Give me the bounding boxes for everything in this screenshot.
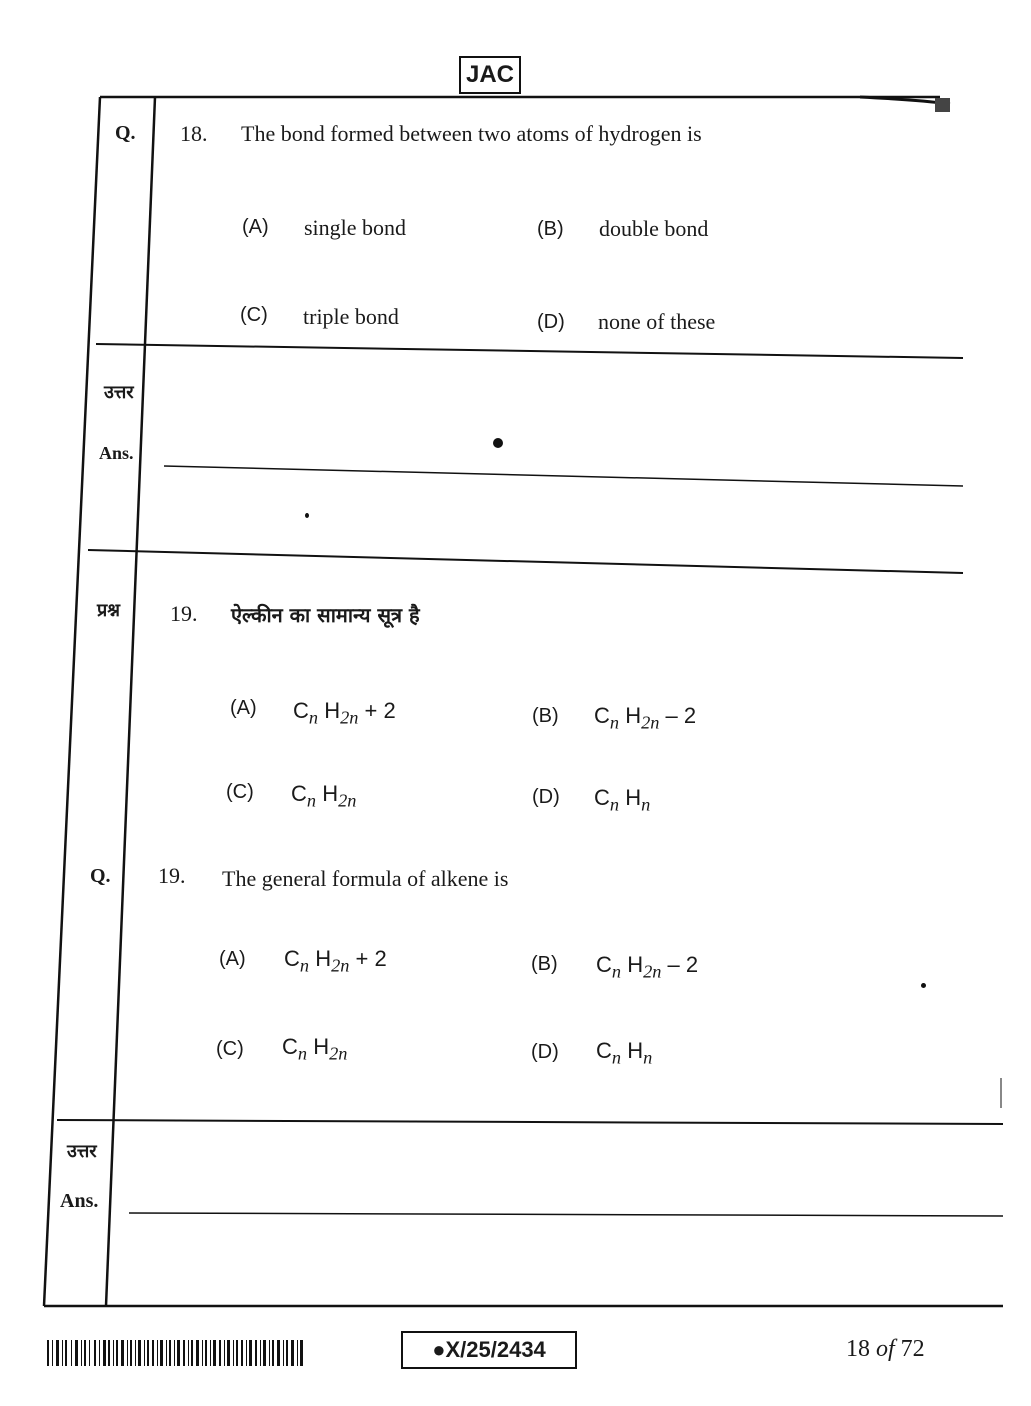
header-code-box: JAC [459, 56, 521, 94]
q19-hindi-option-d-formula: $C_n$ $H_n$ [594, 785, 651, 815]
q18-option-c-text: triple bond [303, 304, 399, 329]
q19-hindi-label: प्रश्न [97, 600, 120, 621]
q18-option-b-letter: (B) [537, 218, 564, 240]
page-number [846, 1336, 925, 1363]
page-of-word: of [876, 1336, 895, 1362]
q19-hindi-option-a-formula: $C_n$ $H_{2n} + 2$ [293, 698, 396, 728]
q19-hindi-option-b-letter: (B) [532, 705, 559, 727]
q19-hindi-option-a-letter: (A) [230, 697, 257, 719]
ink-dot [493, 438, 503, 448]
q19-english-number: 19. [158, 863, 186, 888]
page-total: 72 [900, 1336, 925, 1362]
q18-option-b-text: double bond [599, 216, 709, 241]
q19-hindi-text: ऐल्कीन का सामान्य सूत्र है [231, 603, 420, 627]
q19-english-option-a-letter: (A) [219, 948, 246, 970]
q19-english-option-d-letter: (D) [531, 1041, 559, 1063]
q18-text: The bond formed between two atoms of hydrogen is [241, 121, 702, 146]
q19-hindi-option-d-letter: (D) [532, 786, 560, 808]
q19-english-option-c-letter: (C) [216, 1038, 244, 1060]
q18-option-d-text: none of these [598, 309, 716, 334]
q18-option-d-letter: (D) [537, 311, 565, 333]
q19-english-label: Q. [90, 865, 111, 887]
barcode [47, 1340, 305, 1366]
q19-english-option-b-letter: (B) [531, 953, 558, 975]
q18-option-a-text: single bond [304, 215, 407, 240]
ink-dot [921, 983, 926, 988]
ans1-label-english: Ans. [99, 443, 134, 463]
q19-english-option-c-formula: $C_n$ $H_{2n}$ [282, 1034, 348, 1064]
q18-option-a-letter: (A) [242, 216, 269, 238]
q18-number: 18. [180, 121, 208, 146]
q19-hindi-number: 19. [170, 601, 198, 626]
q18-label: Q. [115, 122, 136, 144]
q19-hindi-option-c-formula: $C_n$ $H_{2n}$ [291, 781, 357, 811]
q19-english-option-d-formula: $C_n$ $H_n$ [596, 1038, 653, 1068]
ans2-label-hindi: उत्तर [67, 1141, 97, 1162]
q19-english-text: The general formula of alkene is [222, 866, 509, 891]
paper-code-box: ●X/25/2434 [401, 1331, 577, 1369]
page-current: 18 [846, 1336, 870, 1362]
ans1-label-hindi: उत्तर [104, 382, 134, 403]
ink-dot [305, 513, 309, 518]
q19-english-option-b-formula: $C_n$ $H_{2n} - 2$ [596, 952, 699, 982]
ans2-label-english: Ans. [60, 1190, 99, 1212]
q19-english-option-a-formula: $C_n$ $H_{2n} + 2$ [284, 946, 387, 976]
q19-hindi-option-c-letter: (C) [226, 781, 254, 803]
q18-option-c-letter: (C) [240, 304, 268, 326]
q19-hindi-option-b-formula: $C_n$ $H_{2n} - 2$ [594, 703, 697, 733]
